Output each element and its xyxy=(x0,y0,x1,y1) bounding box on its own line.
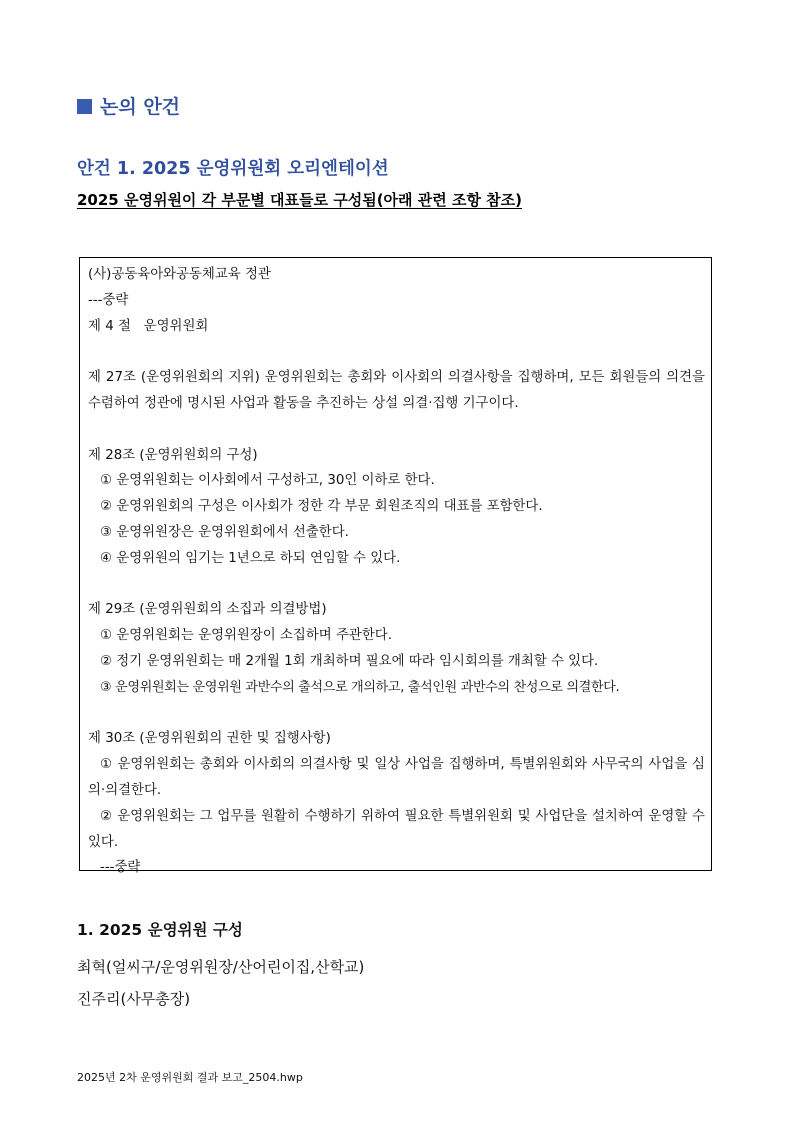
section-heading xyxy=(77,92,180,119)
excerpt-blank xyxy=(88,417,705,443)
section-title: 논의 안건 xyxy=(100,96,181,118)
members-title: 1. 2025 운영위원 구성 xyxy=(77,921,243,939)
agenda-subtitle: 2025 운영위원이 각 부문별 대표들로 구성됨(아래 관련 조항 참조) xyxy=(77,191,522,209)
article-clause: ② 운영위원회는 그 업무를 원활히 수행하기 위하여 필요한 특별위원회 및 사업단을 설치하여 운영할 수 있다. xyxy=(88,808,705,850)
footer-filename: 2025년 2차 운영위원회 결과 보고_2504.hwp xyxy=(77,1071,303,1084)
excerpt-blank xyxy=(88,701,705,727)
excerpt-line: (사)공동육아와공동체교육 정관 xyxy=(88,267,271,282)
square-bullet-icon xyxy=(77,99,92,114)
article-28-heading: 제 28조 (운영위원회의 구성) xyxy=(88,447,258,463)
article-clause: ③ 운영위원장은 운영위원회에서 선출한다. xyxy=(100,524,349,540)
article-clause: ② 정기 운영위원회는 매 2개월 1회 개최하며 필요에 따라 임시회의를 개최할 수 있다. xyxy=(100,653,599,669)
excerpt-blank xyxy=(88,339,705,365)
bylaws-excerpt-box xyxy=(79,257,712,876)
article-clause: ① 운영위원회는 총회와 이사회의 의결사항 및 일상 사업을 집행하며, 특별위원회와 사무국의 사업을 심의·의결한다. xyxy=(88,757,705,798)
article-clause: ③ 운영위원회는 운영위원 과반수의 출석으로 개의하고, 출석인원 과반수의 찬성으로 의결한다. xyxy=(100,679,620,695)
member-item: 진주리(사무총장) xyxy=(77,990,191,1008)
article-30-heading: 제 30조 (운영위원회의 권한 및 집행사항) xyxy=(88,731,331,747)
article-clause: ④ 운영위원의 임기는 1년으로 하되 연임할 수 있다. xyxy=(100,550,401,566)
agenda-title: 안건 1. 2025 운영위원회 오리엔테이션 xyxy=(77,159,389,179)
excerpt-line: 제 4 절 운영위원회 xyxy=(88,318,209,334)
excerpt-blank xyxy=(88,572,705,598)
article-clause: ① 운영위원회는 이사회에서 구성하고, 30인 이하로 한다. xyxy=(100,473,435,489)
excerpt-line: ---중략 xyxy=(100,860,141,876)
article-clause: ② 운영위원회의 구성은 이사회가 정한 각 부문 회원조직의 대표를 포함한다. xyxy=(100,499,543,515)
member-item: 최혁(얼씨구/운영위원장/산어린이집,산학교) xyxy=(77,958,365,976)
article-27: 제 27조 (운영위원회의 지위) 운영위원회는 총회와 이사회의 의결사항을 집행하며, 모든 회원들의 의견을 수렴하여 정관에 명시된 사업과 활동을 추진하는 상설 의결·집행 기구이다. xyxy=(88,370,705,411)
excerpt-line: ---중략 xyxy=(88,292,129,308)
article-clause: ① 운영위원회는 운영위원장이 소집하며 주관한다. xyxy=(100,628,392,644)
article-29-heading: 제 29조 (운영위원회의 소집과 의결방법) xyxy=(88,602,327,618)
